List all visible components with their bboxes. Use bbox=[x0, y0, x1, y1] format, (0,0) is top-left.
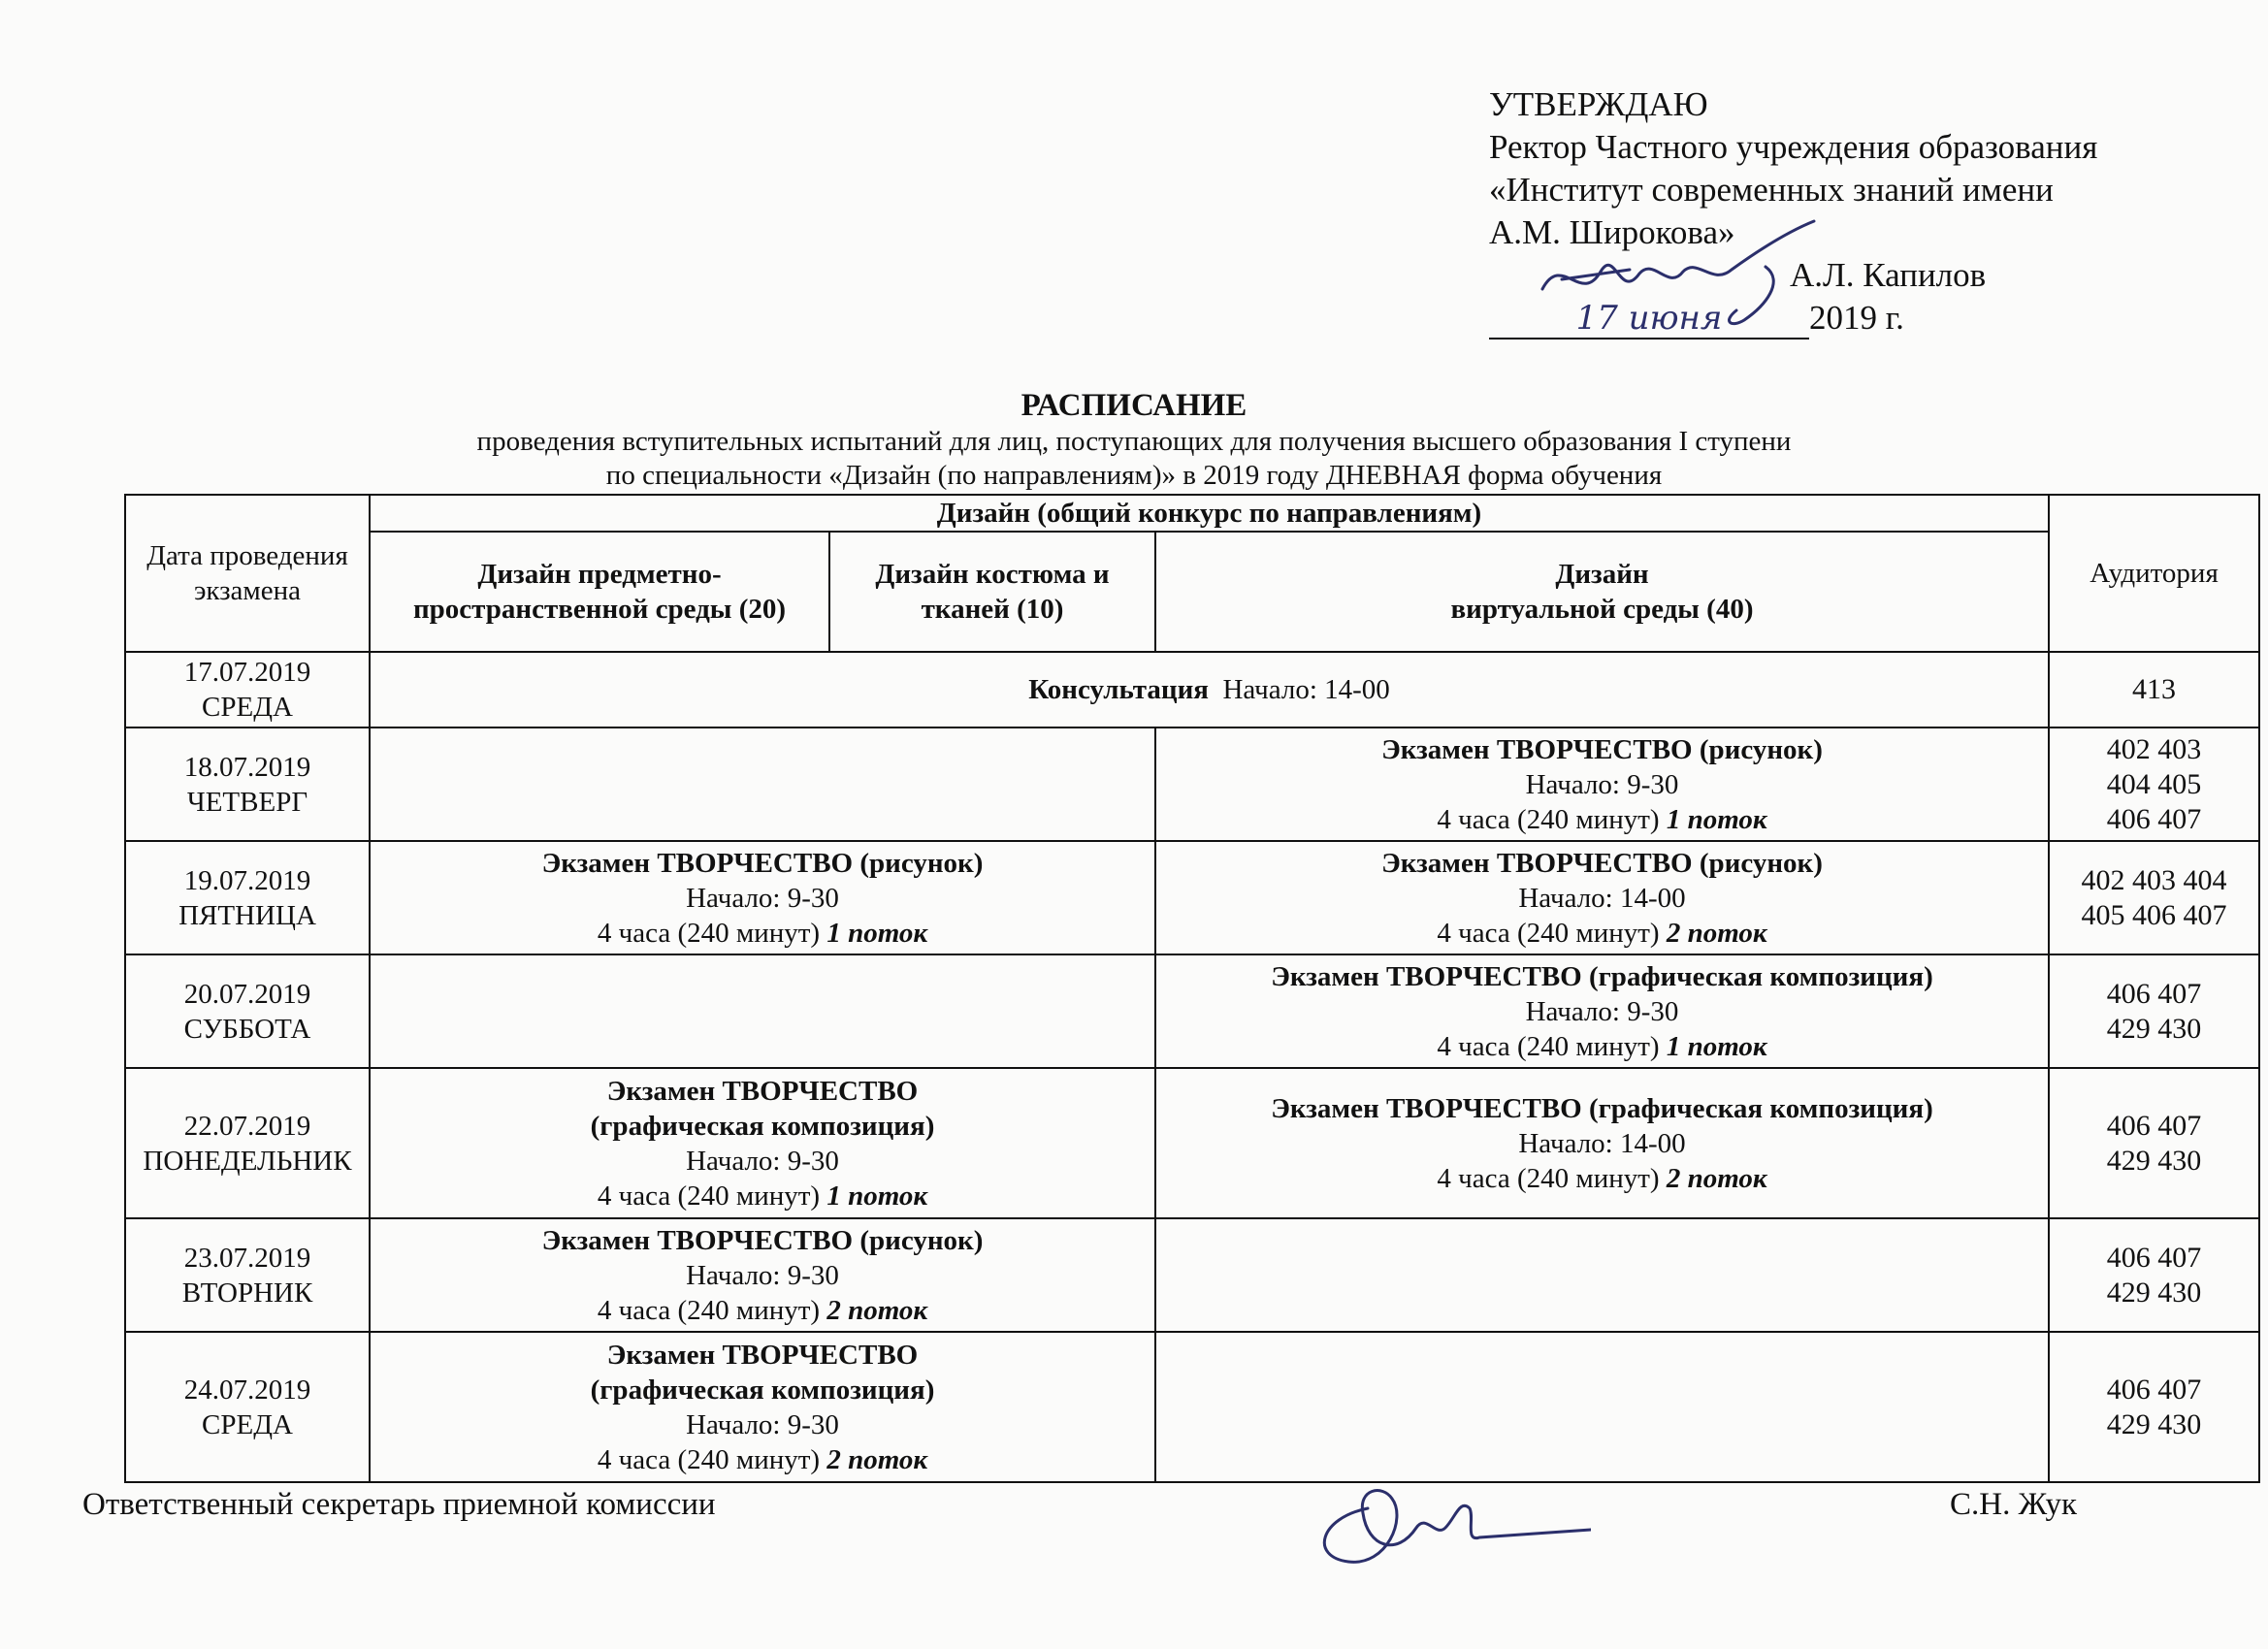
footer-secretary-title: Ответственный секретарь приемной комиссии bbox=[82, 1487, 716, 1522]
row-room: 406 407 429 430 bbox=[2049, 1218, 2259, 1332]
row-right-exam: Экзамен ТВОРЧЕСТВО (рисунок) Начало: 14-00 4 часа (240 минут) 2 поток bbox=[1155, 841, 2049, 954]
row-left-exam: Экзамен ТВОРЧЕСТВО (рисунок) Начало: 9-30 4 часа (240 минут) 2 поток bbox=[370, 1218, 1155, 1332]
approval-date-handwritten: 17 июня bbox=[1489, 299, 1809, 340]
row-right-exam: Экзамен ТВОРЧЕСТВО (графическая композиция) Начало: 9-30 4 часа (240 минут) 1 поток bbox=[1155, 954, 2049, 1068]
approver-name: А.Л. Капилов bbox=[1790, 256, 1987, 294]
row-date: 18.07.2019 ЧЕТВЕРГ bbox=[125, 728, 370, 841]
approval-line-2: «Институт современных знаний имени bbox=[1489, 171, 2054, 209]
row-left-exam: Экзамен ТВОРЧЕСТВО (графическая композиция) Начало: 9-30 4 часа (240 минут) 2 поток bbox=[370, 1332, 1155, 1482]
schedule-table bbox=[124, 494, 2260, 1483]
title-main: РАСПИСАНИЕ bbox=[1021, 388, 1247, 423]
row-room: 402 403 404 405 406 407 bbox=[2049, 841, 2259, 954]
table-row bbox=[125, 1332, 2259, 1482]
consultation-cell: Консультация Начало: 14-00 bbox=[370, 652, 2049, 728]
row-date: 20.07.2019 СУББОТА bbox=[125, 954, 370, 1068]
rector-signature-icon bbox=[1523, 213, 1843, 330]
row-room: 406 407 429 430 bbox=[2049, 1068, 2259, 1218]
row-left-exam: Экзамен ТВОРЧЕСТВО (рисунок) Начало: 9-30 4 часа (240 минут) 1 поток bbox=[370, 841, 1155, 954]
row-right-exam: Экзамен ТВОРЧЕСТВО (рисунок) Начало: 9-30 4 часа (240 минут) 1 поток bbox=[1155, 728, 2049, 841]
row-left-empty bbox=[370, 954, 1155, 1068]
document-title bbox=[0, 386, 2268, 493]
row-date: 19.07.2019 ПЯТНИЦА bbox=[125, 841, 370, 954]
approval-year: 2019 г. bbox=[1809, 299, 1904, 337]
row-right-empty bbox=[1155, 1332, 2049, 1482]
header-costume-design: Дизайн костюма и тканей (10) bbox=[829, 532, 1155, 652]
header-spatial-design: Дизайн предметно-пространственной среды (20) bbox=[370, 532, 829, 652]
secretary-signature-icon bbox=[1300, 1460, 1591, 1576]
row-room: 413 bbox=[2049, 652, 2259, 728]
row-left-empty bbox=[370, 728, 1155, 841]
table-row bbox=[125, 652, 2259, 728]
header-room: Аудитория bbox=[2049, 495, 2259, 652]
row-date: 22.07.2019 ПОНЕДЕЛЬНИК bbox=[125, 1068, 370, 1218]
footer-secretary-name: С.Н. Жук bbox=[1950, 1487, 2078, 1522]
header-group: Дизайн (общий конкурс по направлениям) bbox=[370, 495, 2049, 532]
header-virtual-design: Дизайн виртуальной среды (40) bbox=[1155, 532, 2049, 652]
table-row bbox=[125, 1068, 2259, 1218]
row-date: 17.07.2019 СРЕДА bbox=[125, 652, 370, 728]
row-room: 402 403 404 405 406 407 bbox=[2049, 728, 2259, 841]
table-row bbox=[125, 954, 2259, 1068]
row-right-empty bbox=[1155, 1218, 2049, 1332]
approval-heading: УТВЕРЖДАЮ bbox=[1489, 85, 1708, 123]
approval-line-3: А.М. Широкова» bbox=[1489, 213, 1735, 251]
approval-line-1: Ректор Частного учреждения образования bbox=[1489, 128, 2098, 166]
table-row bbox=[125, 728, 2259, 841]
row-date: 24.07.2019 СРЕДА bbox=[125, 1332, 370, 1482]
row-room: 406 407 429 430 bbox=[2049, 1332, 2259, 1482]
table-row bbox=[125, 841, 2259, 954]
title-sub-1: проведения вступительных испытаний для лиц, поступающих для получения высшего образования I ступени bbox=[476, 426, 1792, 457]
table-row bbox=[125, 1218, 2259, 1332]
header-date: Дата проведения экзамена bbox=[125, 495, 370, 652]
row-date: 23.07.2019 ВТОРНИК bbox=[125, 1218, 370, 1332]
row-left-exam: Экзамен ТВОРЧЕСТВО (графическая композиция) Начало: 9-30 4 часа (240 минут) 1 поток bbox=[370, 1068, 1155, 1218]
row-right-exam: Экзамен ТВОРЧЕСТВО (графическая композиция) Начало: 14-00 4 часа (240 минут) 2 поток bbox=[1155, 1068, 2049, 1218]
title-sub-2: по специальности «Дизайн (по направлениям)» в 2019 году ДНЕВНАЯ форма обучения bbox=[605, 460, 1663, 491]
row-room: 406 407 429 430 bbox=[2049, 954, 2259, 1068]
